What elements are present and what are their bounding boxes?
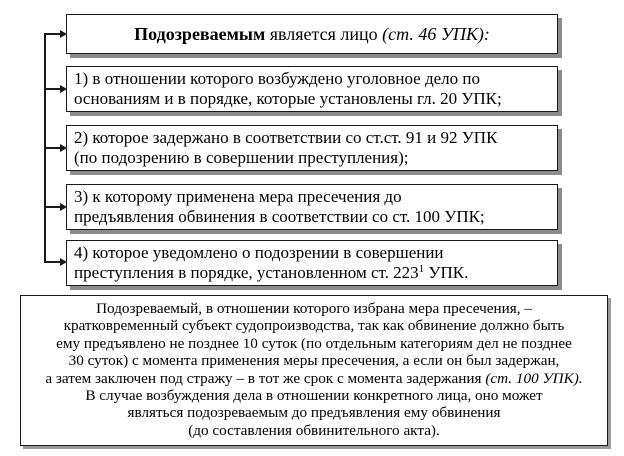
item-1-line-1: 1) в отношении которого возбуждено уголовное дело по [74, 69, 480, 88]
item-box-2 [66, 125, 558, 171]
item-box-1 [66, 66, 558, 112]
note-line: кратковременный субъект судопроизводства, так как обвинение должно быть [63, 317, 565, 335]
note-reference: (ст. 100 УПК). [485, 369, 583, 387]
item-box-4 [66, 240, 558, 286]
item-4-superscript: 1 [418, 263, 425, 275]
item-1-line-2: основаниям и в порядке, которые установлены гл. 20 УПК; [74, 89, 502, 108]
header-reference: (ст. 46 УПК): [382, 23, 490, 44]
note-line: ему предъявлено не позднее 10 суток (по отдельным категориям дел не позднее [56, 334, 572, 352]
item-4-line-2-end: УПК. [424, 263, 469, 282]
header-bold-text: Подозреваемым [134, 23, 266, 44]
note-line [21, 370, 607, 387]
item-4-line-2 [74, 263, 557, 283]
item-box-3 [66, 184, 558, 230]
item-4-line-2-text: преступления в порядке, установленном ст. 223 [74, 263, 419, 282]
note-line: Подозреваемый, в отношении которого избрана мера пресечения, – [96, 300, 532, 317]
item-2-line-2: (по подозрению в совершении преступления); [74, 148, 409, 167]
note-line: В случае возбуждения дела в отношении конкретного лица, оно может [85, 387, 543, 405]
header-rest-text: является лицо [265, 23, 383, 44]
item-3-line-1: 3) к которому применена мера пресечения до [74, 187, 402, 206]
note-line: 30 суток) с момента применения меры пресечения, а если он был задержан, [68, 352, 560, 370]
item-2-line-1: 2) которое задержано в соответствии со ст.ст. 91 и 92 УПК [74, 128, 498, 147]
note-line: являться подозреваемым до предъявления ему обвинения [127, 404, 501, 422]
header-box [66, 14, 558, 54]
note-line-5-text: а затем заключен под стражу – в тот же срок с момента задержания [45, 369, 486, 387]
item-4-line-1: 4) которое уведомлено о подозрении в совершении [74, 243, 444, 262]
item-3-line-2: предъявления обвинения в соответствии со ст. 100 УПК; [74, 207, 485, 226]
note-box [20, 295, 608, 446]
note-line: (до составления обвинительного акта). [188, 421, 440, 439]
